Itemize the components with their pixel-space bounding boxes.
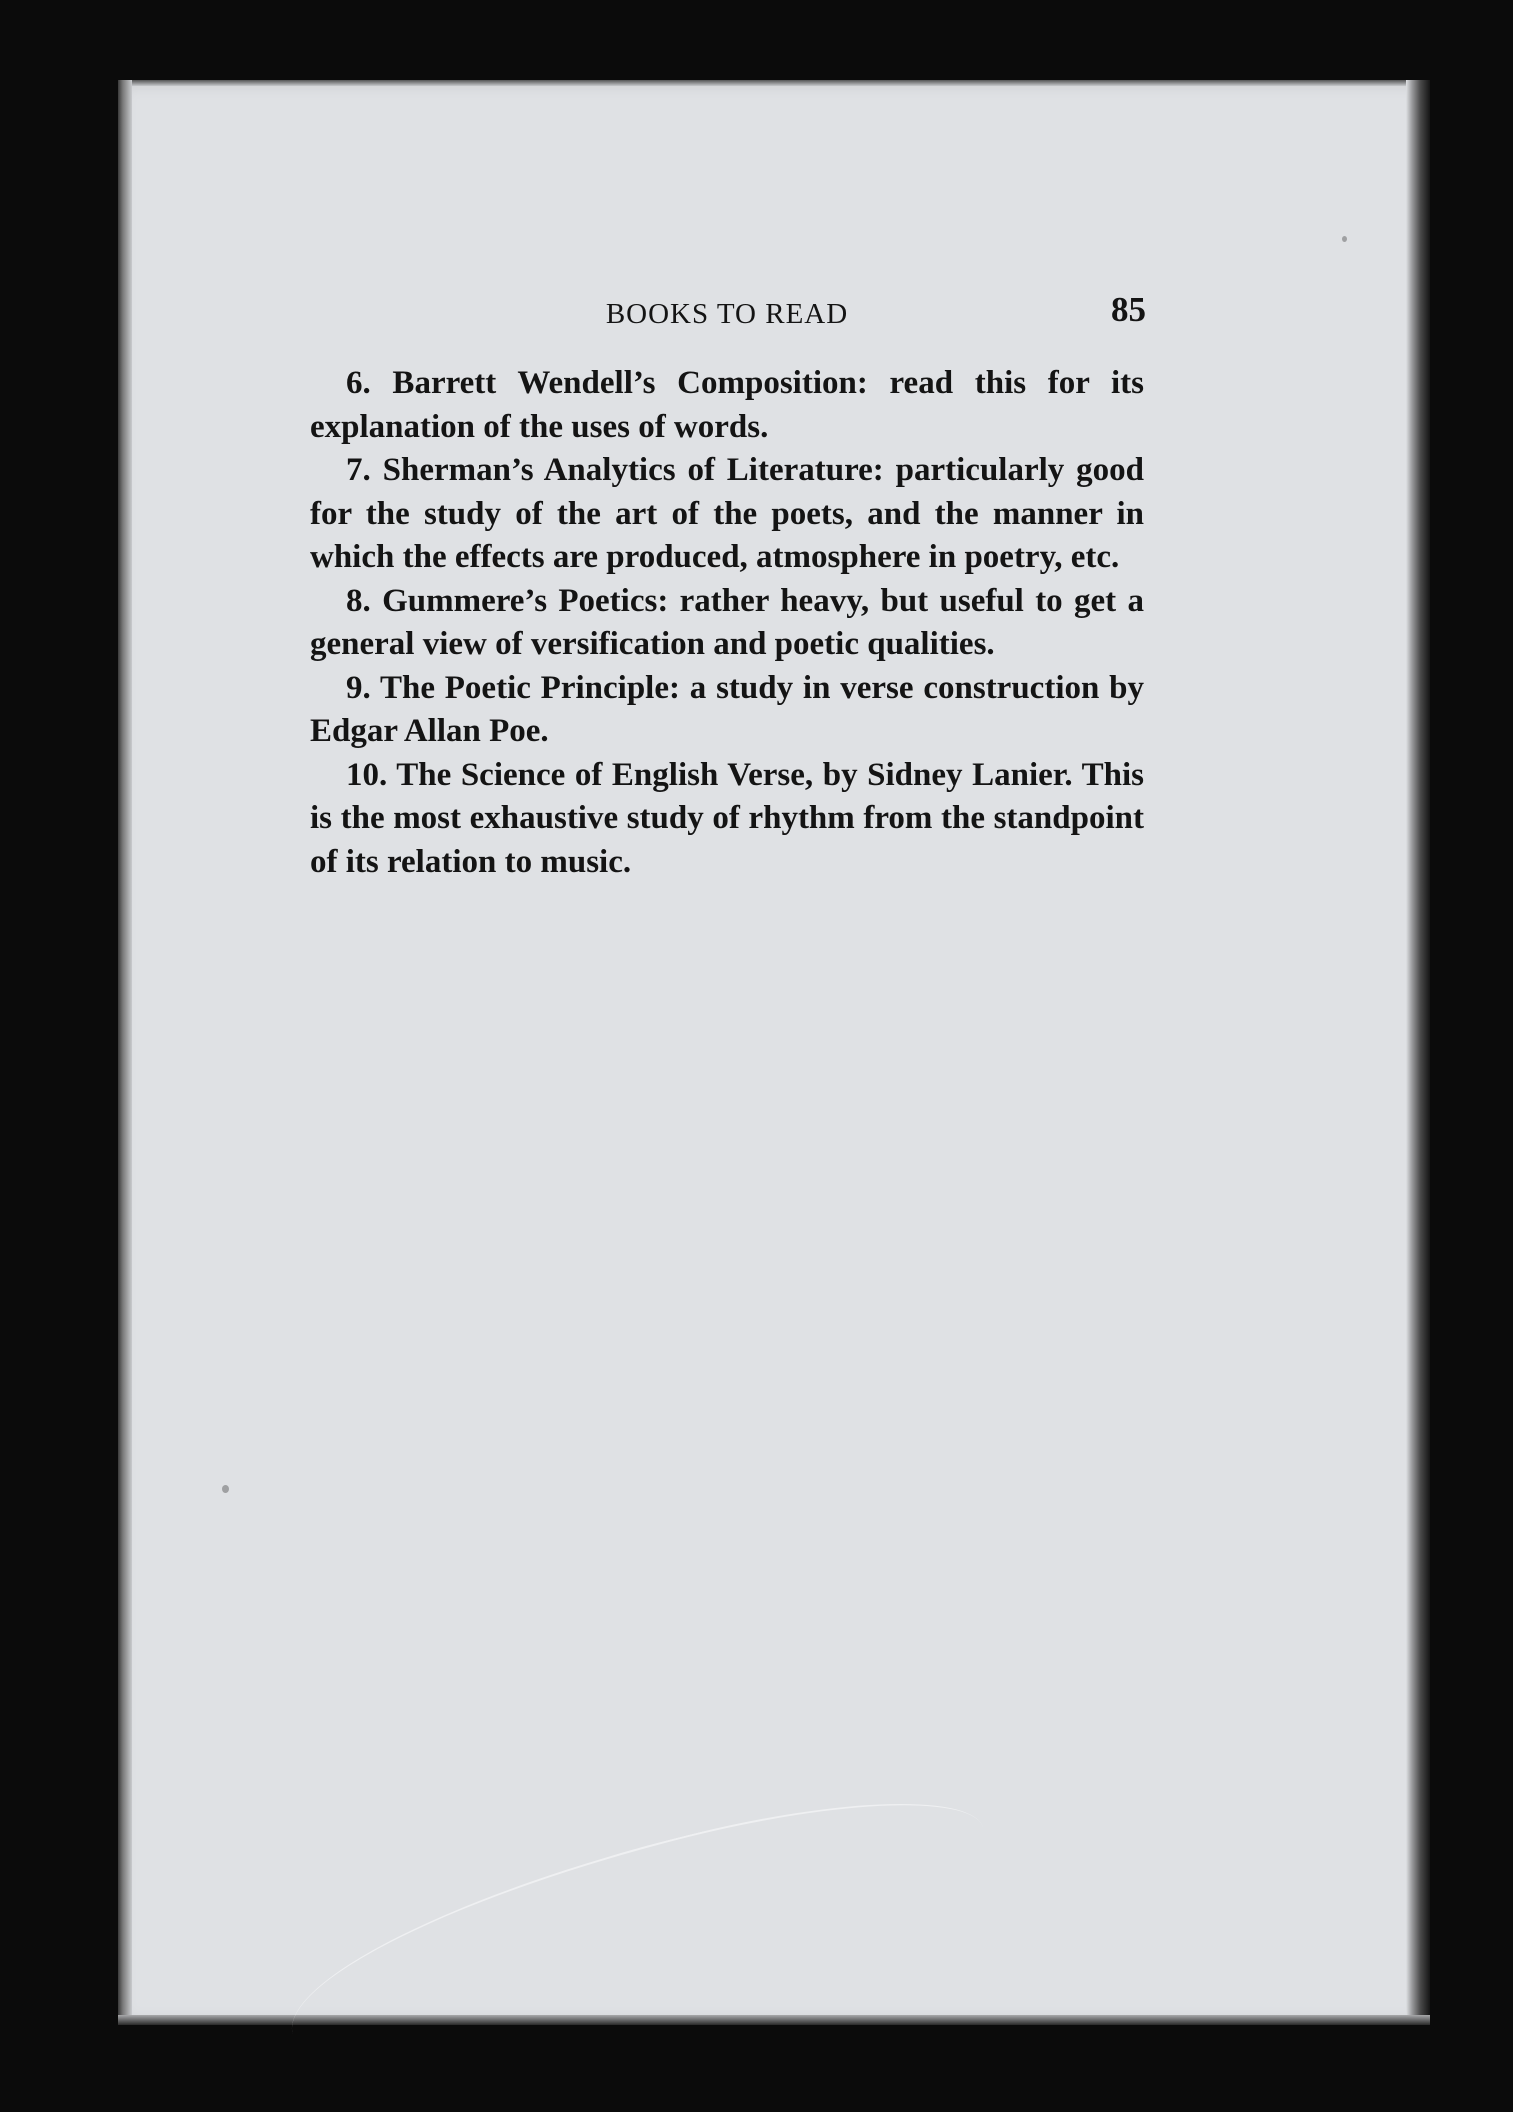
list-item: 7. Sherman’s Analytics of Literature: particularly good for the study of the art of the poets, and the manner in which the effects are produced, atmosphere in poetry, etc.: [310, 452, 1144, 575]
page-top-edge: [118, 80, 1430, 86]
page-crease: [269, 1765, 1007, 2096]
page-left-edge: [118, 80, 132, 2025]
book-page: [118, 80, 1430, 2025]
list-item: 10. The Science of English Verse, by Sidney Lanier. This is the most exhaustive study of rhythm from the standpoint of its relation to music.: [310, 756, 1144, 880]
list-item: 6. Barrett Wendell’s Composition: read this for its explanation of the uses of words.: [310, 365, 1144, 445]
list-item: 9. The Poetic Principle: a study in verse construction by Edgar Allan Poe.: [310, 669, 1144, 749]
ink-speck: [222, 1485, 229, 1493]
page-number: 85: [1111, 290, 1146, 329]
running-head-title: BOOKS TO READ: [605, 298, 849, 330]
ink-speck: [1342, 236, 1347, 242]
running-head: [308, 290, 1146, 340]
list-item: 8. Gummere’s Poetics: rather heavy, but useful to get a general view of versification and poetic qualities.: [310, 582, 1144, 662]
reading-list: [310, 362, 1144, 884]
page-binding-edge: [1406, 80, 1430, 2025]
